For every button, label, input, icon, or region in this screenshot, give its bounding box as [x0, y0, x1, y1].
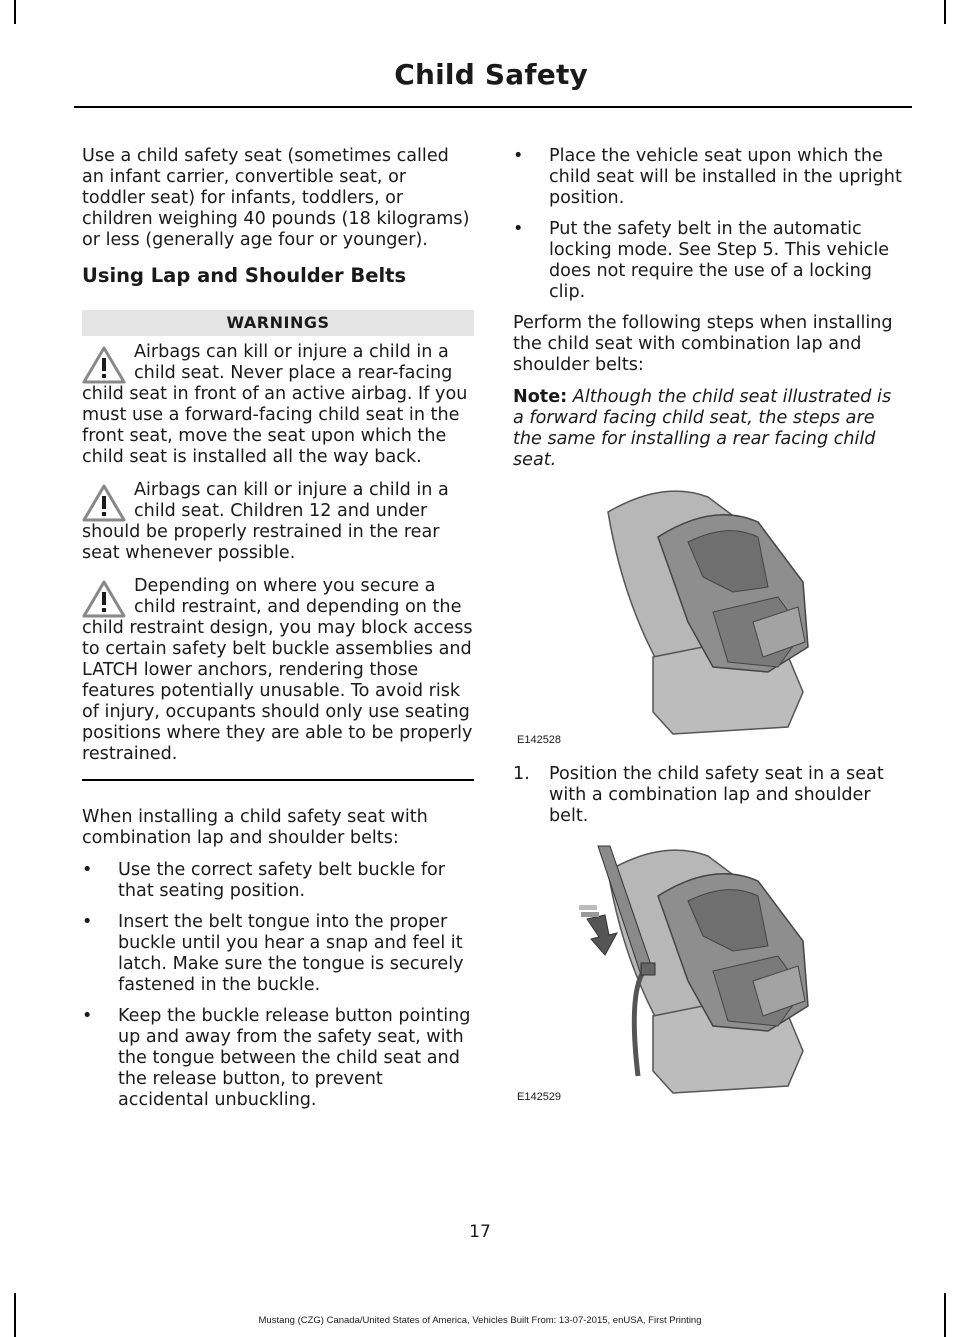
list-item — [82, 1006, 474, 1111]
crop-mark — [14, 0, 16, 24]
page-number: 17 — [469, 1222, 491, 1242]
crop-mark — [944, 0, 946, 24]
list-item — [513, 146, 905, 209]
header-divider — [74, 106, 912, 108]
warning-triangle-icon — [82, 346, 126, 384]
warning-triangle-icon — [82, 484, 126, 522]
step-item — [513, 764, 905, 827]
warning-item — [82, 576, 474, 765]
bullet-icon: • — [513, 219, 524, 239]
figure-child-seat-belt — [513, 841, 905, 1111]
bullet-icon: • — [513, 146, 524, 166]
left-column — [82, 146, 474, 1121]
warning-text: Airbags can kill or injure a child in a child seat. Never place a rear-facing child seat in front of an active airbag. If you must use a forward-facing child seat in the front seat, move the seat upon which the child seat is installed all the way back. — [82, 342, 468, 467]
steps-intro: Perform the following steps when installing the child seat with combination lap and shoulder belts: — [513, 313, 893, 375]
step-text: Position the child safety seat in a seat with a combination lap and shoulder belt. — [549, 764, 884, 826]
warnings-title: WARNINGS — [82, 310, 474, 336]
right-column — [513, 146, 905, 1111]
list-item — [82, 860, 474, 902]
note-label: Note: — [513, 387, 568, 407]
list-item-text: Insert the belt tongue into the proper buckle until you hear a snap and feel it latch. Make sure the tongue is securely fastened in the buckle. — [118, 912, 464, 995]
footer-text: Mustang (CZG) Canada/United States of America, Vehicles Built From: 13-07-2015, enUSA, First Printing — [258, 1315, 702, 1326]
installing-intro: When installing a child safety seat with combination lap and shoulder belts: — [82, 807, 428, 848]
note-paragraph — [513, 387, 905, 471]
bullet-icon: • — [82, 1006, 93, 1026]
list-item — [513, 219, 905, 303]
figure-code: E142528 — [517, 734, 562, 746]
warnings-end-divider — [82, 779, 474, 781]
warning-item — [82, 342, 474, 468]
bullet-icon: • — [82, 860, 93, 880]
child-seat-belt-illustration — [513, 841, 905, 1111]
list-item-text: Put the safety belt in the automatic locking mode. See Step 5. This vehicle does not require the use of a locking clip. — [549, 219, 890, 302]
bullet-icon: • — [82, 912, 93, 932]
note-text: Although the child seat illustrated is a forward facing child seat, the steps are the same for installing a rear facing child seat. — [513, 387, 892, 470]
section-heading: Using Lap and Shoulder Belts — [82, 264, 407, 287]
list-item — [82, 912, 474, 996]
child-seat-illustration — [513, 482, 905, 752]
warning-text: Airbags can kill or injure a child in a child seat. Children 12 and under should be properly restrained in the rear seat whenever possible. — [82, 480, 449, 563]
installing-bullet-list — [82, 860, 474, 1111]
warning-triangle-icon — [82, 580, 126, 618]
intro-paragraph: Use a child safety seat (sometimes called an infant carrier, convertible seat, or toddler seat) for infants, toddlers, or children weighing 40 pounds (18 kilograms) or less (generally age four or younger). — [82, 146, 470, 250]
figure-child-seat — [513, 482, 905, 752]
figure-code: E142529 — [517, 1091, 562, 1103]
step-number: 1. — [513, 764, 530, 784]
list-item-text: Place the vehicle seat upon which the child seat will be installed in the upright position. — [549, 146, 902, 208]
page-title: Child Safety — [394, 58, 588, 91]
warning-text: Depending on where you secure a child restraint, and depending on the child restraint design, you may block access to certain safety belt buckle assemblies and LATCH lower anchors, rendering those features potentially unusable. To avoid risk of injury, occupants should only use seating positions where they are able to be properly restrained. — [82, 576, 473, 764]
warnings-box — [82, 310, 474, 781]
list-item-text: Use the correct safety belt buckle for that seating position. — [118, 860, 446, 901]
preparation-bullet-list — [513, 146, 905, 303]
list-item-text: Keep the buckle release button pointing up and away from the safety seat, with the tongue between the child seat and the release button, to prevent accidental unbuckling. — [118, 1006, 471, 1110]
warning-item — [82, 480, 474, 564]
